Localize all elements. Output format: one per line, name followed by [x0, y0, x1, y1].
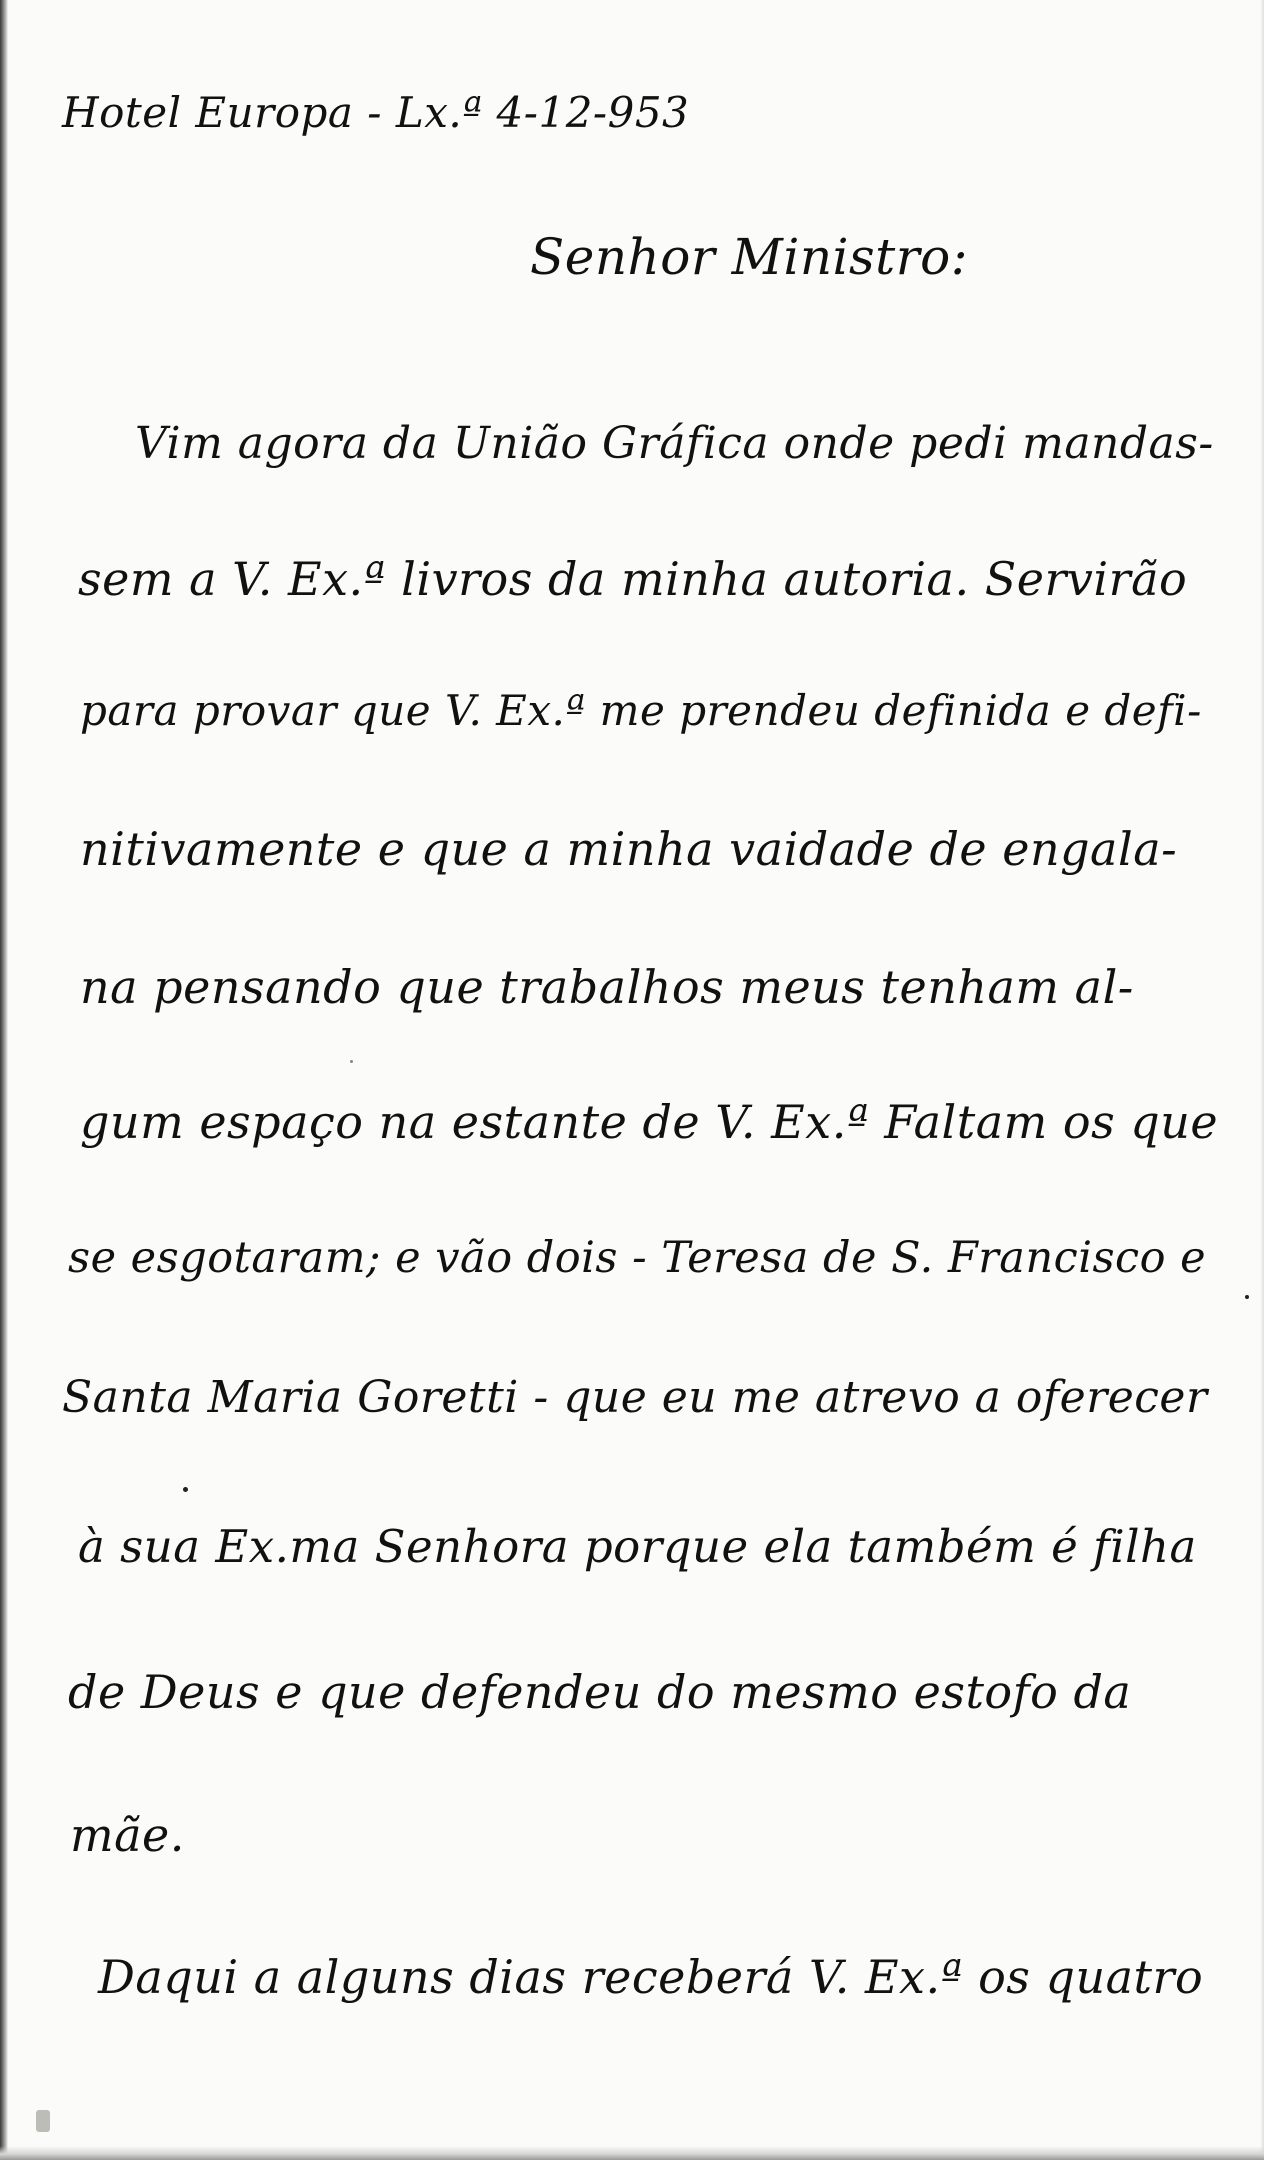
letter-line-7: se esgotaram; e vão dois - Teresa de S. Francisco e	[68, 1233, 1207, 1283]
letter-line-11: mãe.	[70, 1808, 185, 1862]
letter-salutation: Senhor Ministro:	[530, 228, 969, 286]
ink-speck	[350, 1060, 353, 1063]
letter-line-3: para provar que V. Ex.ª me prendeu definida e defi-	[80, 686, 1202, 735]
letter-line-5: na pensando que trabalhos meus tenham al-	[80, 960, 1134, 1014]
letter-line-12: Daqui a alguns dias receberá V. Ex.ª os quatro	[98, 1950, 1204, 2004]
letter-line-10: de Deus e que defendeu do mesmo estofo da	[68, 1665, 1132, 1719]
letter-line-6: gum espaço na estante de V. Ex.ª Faltam os que	[80, 1095, 1219, 1149]
letter-line-2: sem a V. Ex.ª livros da minha autoria. Servirão	[78, 552, 1188, 606]
page-bottom-edge	[0, 2146, 1264, 2160]
ink-smudge	[36, 2110, 50, 2132]
letter-heading: Hotel Europa - Lx.ª 4-12-953	[62, 88, 690, 137]
page-binding-edge	[0, 0, 8, 2160]
letter-line-4: nitivamente e que a minha vaidade de engala-	[80, 822, 1178, 876]
page-right-edge	[1260, 0, 1264, 2160]
letter-line-1: Vim agora da União Gráfica onde pedi mandas-	[135, 418, 1214, 469]
ink-speck	[183, 1487, 188, 1492]
letter-line-8: Santa Maria Goretti - que eu me atrevo a oferecer	[62, 1372, 1208, 1423]
ink-speck	[1245, 1295, 1249, 1299]
letter-line-9: à sua Ex.ma Senhora porque ela também é filha	[78, 1520, 1197, 1573]
